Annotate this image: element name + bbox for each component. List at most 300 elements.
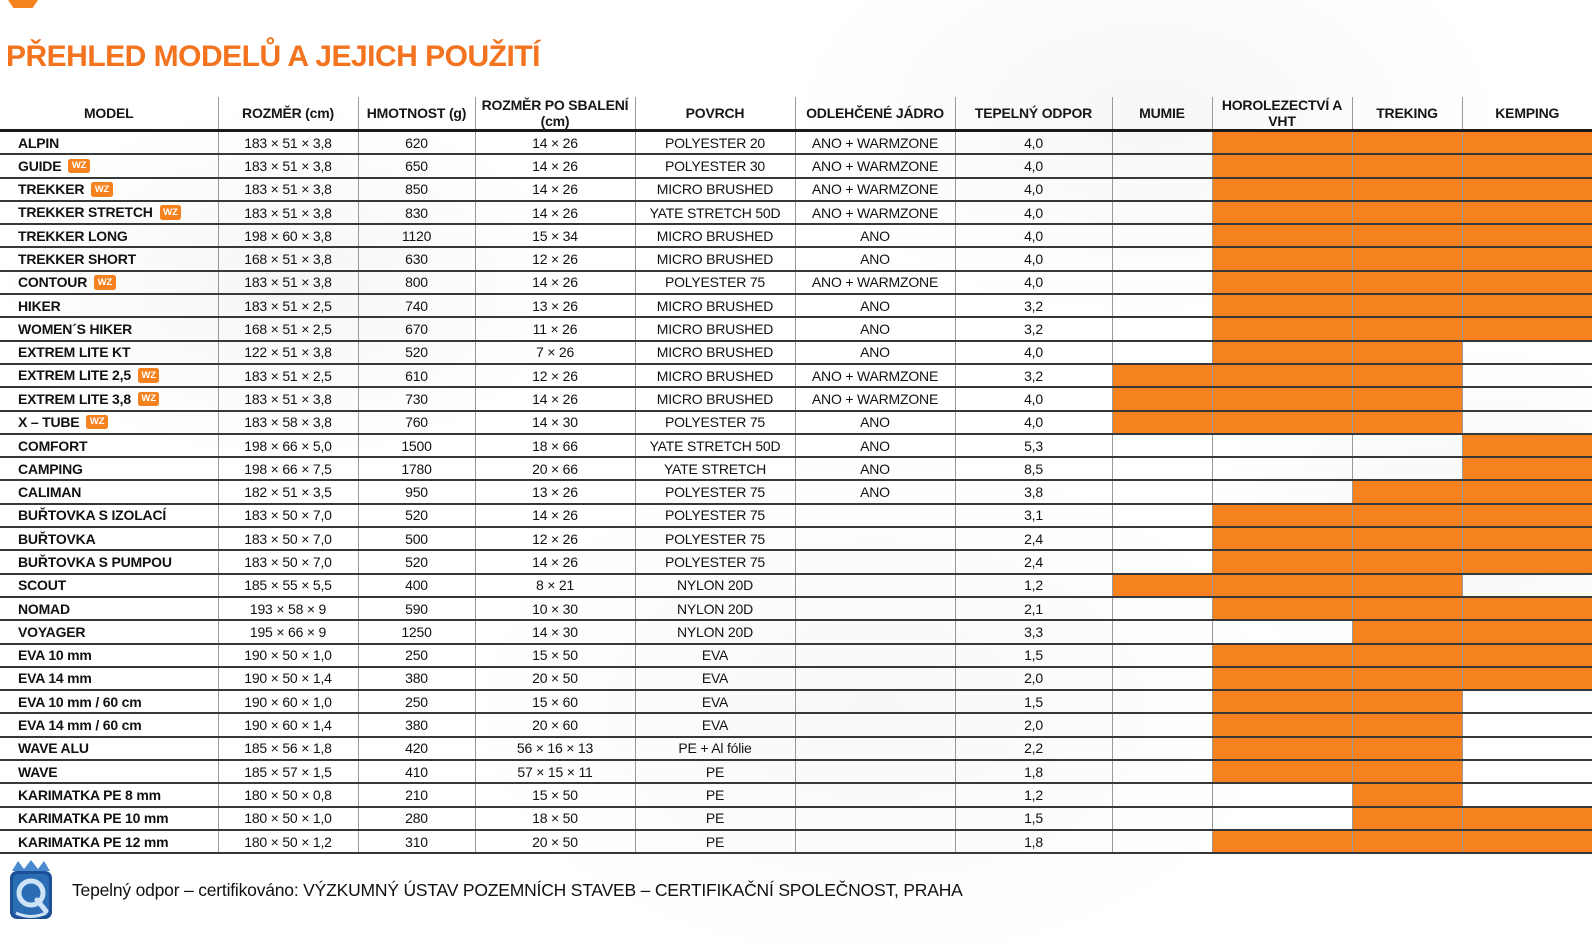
cell-climbing-marked	[1212, 341, 1352, 364]
cell-packed: 14 × 26	[475, 550, 635, 573]
cell-core: ANO + WARMZONE	[795, 201, 955, 224]
cell-climbing-marked	[1212, 667, 1352, 690]
cell-surface: MICRO BRUSHED	[635, 387, 795, 410]
cell-camping-marked	[1462, 294, 1592, 317]
column-header-surface: POVRCH	[635, 97, 795, 131]
cell-size: 183 × 51 × 3,8	[218, 154, 358, 177]
table-row	[0, 294, 1592, 317]
cell-climbing-marked	[1212, 737, 1352, 760]
cell-surface: MICRO BRUSHED	[635, 224, 795, 247]
cell-core	[795, 713, 955, 736]
cell-resistance: 4,0	[955, 341, 1112, 364]
cell-model	[0, 317, 218, 340]
cell-climbing-marked	[1212, 550, 1352, 573]
cell-model	[0, 644, 218, 667]
cell-surface: POLYESTER 75	[635, 527, 795, 550]
cell-packed: 14 × 26	[475, 387, 635, 410]
model-name: KARIMATKA PE 12 mm	[18, 833, 169, 850]
table-row	[0, 527, 1592, 550]
cell-packed: 12 × 26	[475, 364, 635, 387]
cell-climbing-empty	[1212, 620, 1352, 643]
cell-model	[0, 341, 218, 364]
cell-mumie-marked	[1112, 387, 1212, 410]
cell-trekking-marked	[1352, 574, 1462, 597]
model-name: TREKKER STRETCH	[18, 204, 153, 221]
cell-surface: MICRO BRUSHED	[635, 364, 795, 387]
model-name: CONTOUR	[18, 274, 88, 291]
cell-size: 193 × 58 × 9	[218, 597, 358, 620]
cell-model	[0, 387, 218, 410]
cell-trekking-marked	[1352, 271, 1462, 294]
cell-surface: MICRO BRUSHED	[635, 178, 795, 201]
cell-trekking-marked	[1352, 737, 1462, 760]
cell-core	[795, 760, 955, 783]
cell-trekking-marked	[1352, 597, 1462, 620]
cell-mumie-empty	[1112, 480, 1212, 503]
cell-surface: MICRO BRUSHED	[635, 341, 795, 364]
cell-size: 190 × 50 × 1,0	[218, 644, 358, 667]
cell-model	[0, 457, 218, 480]
model-name: KARIMATKA PE 8 mm	[18, 786, 161, 803]
model-name: TREKKER LONG	[18, 227, 128, 244]
cell-weight: 1250	[358, 620, 475, 643]
cell-core: ANO	[795, 411, 955, 434]
table-row	[0, 341, 1592, 364]
cell-resistance: 3,1	[955, 504, 1112, 527]
cell-trekking-marked	[1352, 807, 1462, 830]
cell-climbing-marked	[1212, 713, 1352, 736]
cell-packed: 14 × 30	[475, 411, 635, 434]
model-name: HIKER	[18, 297, 61, 314]
cell-resistance: 3,8	[955, 480, 1112, 503]
cell-surface: NYLON 20D	[635, 574, 795, 597]
cell-size: 198 × 60 × 3,8	[218, 224, 358, 247]
cell-packed: 13 × 26	[475, 294, 635, 317]
cell-resistance: 3,2	[955, 294, 1112, 317]
cell-climbing-marked	[1212, 760, 1352, 783]
cell-camping-marked	[1462, 457, 1592, 480]
cell-trekking-marked	[1352, 527, 1462, 550]
cell-camping-marked	[1462, 527, 1592, 550]
cell-camping-marked	[1462, 644, 1592, 667]
cell-climbing-marked	[1212, 271, 1352, 294]
table-row	[0, 364, 1592, 387]
model-name: VOYAGER	[18, 623, 86, 640]
cell-model	[0, 620, 218, 643]
column-header-resistance: TEPELNÝ ODPOR	[955, 97, 1112, 131]
cell-mumie-empty	[1112, 341, 1212, 364]
table-row	[0, 760, 1592, 783]
cell-model	[0, 131, 218, 155]
cell-weight: 620	[358, 131, 475, 155]
cell-packed: 12 × 26	[475, 247, 635, 270]
cell-model	[0, 178, 218, 201]
cell-core	[795, 807, 955, 830]
cell-size: 182 × 51 × 3,5	[218, 480, 358, 503]
cell-packed: 12 × 26	[475, 527, 635, 550]
table-row	[0, 224, 1592, 247]
cell-size: 183 × 50 × 7,0	[218, 527, 358, 550]
cell-packed: 10 × 30	[475, 597, 635, 620]
cell-size: 122 × 51 × 3,8	[218, 341, 358, 364]
table-row	[0, 620, 1592, 643]
cell-trekking-marked	[1352, 341, 1462, 364]
cell-trekking-marked	[1352, 504, 1462, 527]
table-header-row	[0, 97, 1592, 131]
table-row	[0, 504, 1592, 527]
cell-climbing-marked	[1212, 690, 1352, 713]
cell-size: 183 × 51 × 2,5	[218, 294, 358, 317]
table-row	[0, 457, 1592, 480]
cell-resistance: 1,5	[955, 690, 1112, 713]
cell-model	[0, 434, 218, 457]
cell-camping-empty	[1462, 713, 1592, 736]
model-name: GUIDE	[18, 157, 62, 174]
cell-surface: POLYESTER 75	[635, 480, 795, 503]
table-row	[0, 667, 1592, 690]
cell-packed: 14 × 26	[475, 201, 635, 224]
cell-mumie-empty	[1112, 271, 1212, 294]
model-name: TREKKER SHORT	[18, 251, 136, 268]
cell-surface: NYLON 20D	[635, 597, 795, 620]
cell-resistance: 8,5	[955, 457, 1112, 480]
table-row	[0, 737, 1592, 760]
cell-trekking-marked	[1352, 201, 1462, 224]
warmzone-badge: WZ	[138, 392, 159, 407]
cell-trekking-marked	[1352, 364, 1462, 387]
cell-model	[0, 783, 218, 806]
cell-weight: 1780	[358, 457, 475, 480]
cell-mumie-empty	[1112, 201, 1212, 224]
cell-mumie-empty	[1112, 620, 1212, 643]
cell-resistance: 4,0	[955, 224, 1112, 247]
cell-mumie-empty	[1112, 247, 1212, 270]
table-row	[0, 644, 1592, 667]
cell-camping-empty	[1462, 387, 1592, 410]
warmzone-badge: WZ	[91, 182, 112, 197]
cell-weight: 210	[358, 783, 475, 806]
cell-size: 190 × 50 × 1,4	[218, 667, 358, 690]
cell-model	[0, 737, 218, 760]
cell-core	[795, 620, 955, 643]
cell-camping-marked	[1462, 154, 1592, 177]
model-name: KARIMATKA PE 10 mm	[18, 810, 169, 827]
cell-core: ANO + WARMZONE	[795, 154, 955, 177]
cell-resistance: 2,4	[955, 527, 1112, 550]
cell-camping-marked	[1462, 434, 1592, 457]
cell-core	[795, 667, 955, 690]
cell-weight: 400	[358, 574, 475, 597]
cell-model	[0, 504, 218, 527]
cell-resistance: 2,1	[955, 597, 1112, 620]
cell-surface: PE	[635, 760, 795, 783]
cell-packed: 20 × 66	[475, 457, 635, 480]
cell-weight: 740	[358, 294, 475, 317]
cell-surface: NYLON 20D	[635, 620, 795, 643]
certification-text: Tepelný odpor – certifikováno: VÝZKUMNÝ ÚSTAV POZEMNÍCH STAVEB – CERTIFIKAČNÍ SPOLEČNOST, PRAHA	[72, 879, 963, 900]
cell-resistance: 1,8	[955, 760, 1112, 783]
cell-size: 183 × 51 × 3,8	[218, 131, 358, 155]
cell-mumie-empty	[1112, 550, 1212, 573]
column-header-packed: ROZMĚR PO SBALENÍ (cm)	[475, 97, 635, 131]
cell-camping-marked	[1462, 550, 1592, 573]
cell-mumie-empty	[1112, 224, 1212, 247]
cell-climbing-marked	[1212, 574, 1352, 597]
cell-weight: 380	[358, 667, 475, 690]
cell-camping-empty	[1462, 690, 1592, 713]
cell-surface: MICRO BRUSHED	[635, 247, 795, 270]
cell-trekking-marked	[1352, 830, 1462, 853]
cell-surface: YATE STRETCH	[635, 457, 795, 480]
cell-resistance: 2,4	[955, 550, 1112, 573]
table-row	[0, 480, 1592, 503]
table-row	[0, 783, 1592, 806]
models-table	[0, 97, 1592, 854]
cell-size: 168 × 51 × 3,8	[218, 247, 358, 270]
cell-camping-empty	[1462, 411, 1592, 434]
cell-camping-marked	[1462, 504, 1592, 527]
cell-camping-marked	[1462, 247, 1592, 270]
cell-model	[0, 224, 218, 247]
cell-mumie-empty	[1112, 737, 1212, 760]
cell-core	[795, 504, 955, 527]
cell-climbing-marked	[1212, 294, 1352, 317]
cell-weight: 520	[358, 504, 475, 527]
certification-stamp-logo	[8, 858, 54, 922]
cell-weight: 500	[358, 527, 475, 550]
cell-core: ANO	[795, 317, 955, 340]
cell-size: 183 × 51 × 3,8	[218, 271, 358, 294]
cell-climbing-marked	[1212, 387, 1352, 410]
cell-packed: 18 × 50	[475, 807, 635, 830]
cell-size: 180 × 50 × 1,0	[218, 807, 358, 830]
cell-core: ANO	[795, 480, 955, 503]
cell-size: 183 × 51 × 3,8	[218, 387, 358, 410]
model-name: CAMPING	[18, 460, 83, 477]
cell-packed: 15 × 50	[475, 644, 635, 667]
column-header-model: MODEL	[83, 105, 134, 121]
cell-resistance: 3,2	[955, 364, 1112, 387]
cell-trekking-marked	[1352, 713, 1462, 736]
model-name: EVA 14 mm / 60 cm	[18, 717, 142, 734]
cell-packed: 7 × 26	[475, 341, 635, 364]
model-name: EXTREM LITE 2,5	[18, 367, 131, 384]
cell-camping-empty	[1462, 737, 1592, 760]
cell-weight: 1120	[358, 224, 475, 247]
model-name: CALIMAN	[18, 484, 82, 501]
cell-packed: 57 × 15 × 11	[475, 760, 635, 783]
cell-core: ANO	[795, 457, 955, 480]
cell-resistance: 1,5	[955, 644, 1112, 667]
cell-camping-marked	[1462, 480, 1592, 503]
model-name: WAVE	[18, 763, 58, 780]
cell-size: 183 × 50 × 7,0	[218, 550, 358, 573]
cell-packed: 15 × 60	[475, 690, 635, 713]
cell-surface: EVA	[635, 667, 795, 690]
cell-trekking-marked	[1352, 317, 1462, 340]
cell-size: 168 × 51 × 2,5	[218, 317, 358, 340]
cell-camping-marked	[1462, 178, 1592, 201]
cell-surface: MICRO BRUSHED	[635, 294, 795, 317]
cell-climbing-marked	[1212, 178, 1352, 201]
cell-mumie-empty	[1112, 131, 1212, 155]
cell-resistance: 4,0	[955, 271, 1112, 294]
cell-camping-marked	[1462, 807, 1592, 830]
cell-resistance: 4,0	[955, 411, 1112, 434]
cell-packed: 20 × 50	[475, 830, 635, 853]
cell-weight: 590	[358, 597, 475, 620]
table-row	[0, 411, 1592, 434]
cell-trekking-marked	[1352, 667, 1462, 690]
cell-surface: POLYESTER 75	[635, 271, 795, 294]
cell-mumie-marked	[1112, 411, 1212, 434]
cell-resistance: 4,0	[955, 131, 1112, 155]
cell-packed: 11 × 26	[475, 317, 635, 340]
cell-weight: 420	[358, 737, 475, 760]
warmzone-badge: WZ	[94, 275, 115, 290]
cell-camping-marked	[1462, 667, 1592, 690]
cell-resistance: 4,0	[955, 178, 1112, 201]
cell-surface: YATE STRETCH 50D	[635, 434, 795, 457]
cell-surface: EVA	[635, 690, 795, 713]
cell-model	[0, 247, 218, 270]
cell-weight: 610	[358, 364, 475, 387]
cell-trekking-marked	[1352, 411, 1462, 434]
table-row	[0, 317, 1592, 340]
cell-trekking-marked	[1352, 131, 1462, 155]
cell-size: 185 × 55 × 5,5	[218, 574, 358, 597]
cell-model	[0, 154, 218, 177]
cell-size: 183 × 51 × 2,5	[218, 364, 358, 387]
cell-climbing-marked	[1212, 644, 1352, 667]
cell-trekking-marked	[1352, 387, 1462, 410]
cell-camping-marked	[1462, 224, 1592, 247]
cell-weight: 1500	[358, 434, 475, 457]
cell-trekking-marked	[1352, 550, 1462, 573]
model-name: SCOUT	[18, 577, 67, 594]
cell-trekking-marked	[1352, 480, 1462, 503]
cell-core	[795, 550, 955, 573]
model-name: EVA 10 mm / 60 cm	[18, 693, 142, 710]
cell-weight: 630	[358, 247, 475, 270]
cell-model	[0, 597, 218, 620]
cell-climbing-empty	[1212, 480, 1352, 503]
cell-resistance: 2,0	[955, 667, 1112, 690]
cell-camping-marked	[1462, 830, 1592, 853]
cell-trekking-empty	[1352, 434, 1462, 457]
warmzone-badge: WZ	[68, 159, 89, 174]
table-body	[0, 131, 1592, 854]
cell-resistance: 3,2	[955, 317, 1112, 340]
cell-weight: 800	[358, 271, 475, 294]
cell-climbing-empty	[1212, 457, 1352, 480]
cell-packed: 20 × 50	[475, 667, 635, 690]
column-header-camping: KEMPING	[1462, 97, 1592, 131]
cell-packed: 14 × 26	[475, 178, 635, 201]
cell-core	[795, 597, 955, 620]
cell-model	[0, 574, 218, 597]
cell-size: 180 × 50 × 1,2	[218, 830, 358, 853]
cell-resistance: 1,2	[955, 783, 1112, 806]
table-row	[0, 597, 1592, 620]
cell-camping-marked	[1462, 620, 1592, 643]
cell-core: ANO	[795, 341, 955, 364]
cell-model	[0, 294, 218, 317]
cell-size: 180 × 50 × 0,8	[218, 783, 358, 806]
cell-core	[795, 783, 955, 806]
cell-surface: POLYESTER 75	[635, 411, 795, 434]
cell-core: ANO + WARMZONE	[795, 271, 955, 294]
cell-resistance: 4,0	[955, 201, 1112, 224]
cell-packed: 14 × 26	[475, 154, 635, 177]
column-header-weight: HMOTNOST (g)	[358, 97, 475, 131]
model-name: ALPIN	[18, 134, 60, 151]
cell-model	[0, 271, 218, 294]
cell-size: 198 × 66 × 7,5	[218, 457, 358, 480]
cell-packed: 20 × 60	[475, 713, 635, 736]
cell-trekking-marked	[1352, 154, 1462, 177]
cell-trekking-marked	[1352, 224, 1462, 247]
cell-weight: 520	[358, 550, 475, 573]
cell-model	[0, 760, 218, 783]
cell-mumie-empty	[1112, 457, 1212, 480]
model-name: TREKKER	[18, 180, 85, 197]
cell-mumie-empty	[1112, 294, 1212, 317]
cell-core	[795, 527, 955, 550]
cell-size: 185 × 57 × 1,5	[218, 760, 358, 783]
cell-core: ANO + WARMZONE	[795, 178, 955, 201]
cell-trekking-marked	[1352, 178, 1462, 201]
cell-model	[0, 667, 218, 690]
cell-camping-marked	[1462, 201, 1592, 224]
cell-climbing-marked	[1212, 247, 1352, 270]
cell-packed: 15 × 50	[475, 783, 635, 806]
table-row	[0, 550, 1592, 573]
cell-climbing-empty	[1212, 807, 1352, 830]
table-row	[0, 201, 1592, 224]
cell-size: 183 × 50 × 7,0	[218, 504, 358, 527]
model-name: EXTREM LITE 3,8	[18, 390, 131, 407]
cell-surface: PE	[635, 830, 795, 853]
warmzone-badge: WZ	[160, 205, 181, 220]
cell-climbing-empty	[1212, 434, 1352, 457]
cell-core: ANO	[795, 224, 955, 247]
cell-core: ANO + WARMZONE	[795, 131, 955, 155]
cell-trekking-marked	[1352, 294, 1462, 317]
cell-model	[0, 807, 218, 830]
cell-resistance: 2,2	[955, 737, 1112, 760]
cell-mumie-empty	[1112, 178, 1212, 201]
cell-size: 195 × 66 × 9	[218, 620, 358, 643]
cell-weight: 950	[358, 480, 475, 503]
cell-trekking-marked	[1352, 690, 1462, 713]
cell-resistance: 4,0	[955, 387, 1112, 410]
cell-camping-marked	[1462, 131, 1592, 155]
table-row	[0, 247, 1592, 270]
cell-model	[0, 713, 218, 736]
cell-resistance: 4,0	[955, 154, 1112, 177]
cell-climbing-marked	[1212, 504, 1352, 527]
cell-weight: 670	[358, 317, 475, 340]
cell-camping-marked	[1462, 597, 1592, 620]
model-name: EXTREM LITE KT	[18, 344, 131, 361]
cell-climbing-marked	[1212, 830, 1352, 853]
cell-trekking-marked	[1352, 620, 1462, 643]
column-header-mumie: MUMIE	[1112, 97, 1212, 131]
cell-climbing-marked	[1212, 364, 1352, 387]
cell-weight: 520	[358, 341, 475, 364]
page-title: PŘEHLED MODELŮ A JEJICH POUŽITÍ	[6, 40, 540, 73]
